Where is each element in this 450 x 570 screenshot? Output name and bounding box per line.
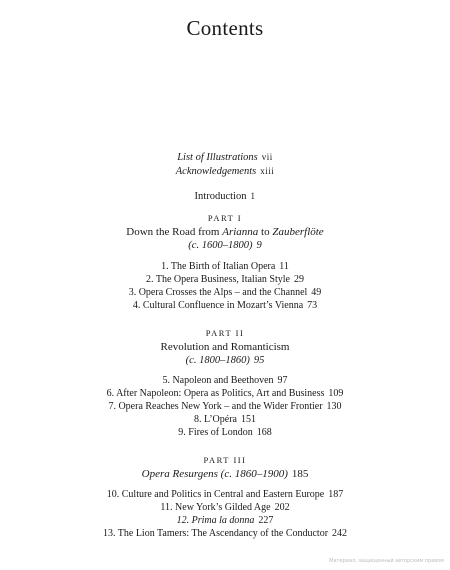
chapter-title: 12. Prima la donna [176, 515, 255, 526]
chapter-title: 3. Opera Crosses the Alps – and the Channel [128, 287, 308, 298]
part-page: 185 [291, 468, 309, 480]
chapter-title: 1. The Birth of Italian Opera [161, 261, 276, 272]
chapter-title: 5. Napoleon and Beethoven [162, 375, 274, 386]
chapter-page: 109 [328, 388, 344, 399]
toc-chapter[interactable] [0, 274, 450, 285]
toc-chapter[interactable] [0, 261, 450, 272]
part-dates-text: (c. 1860–1900) [220, 468, 288, 480]
part-title[interactable]: Revolution and Romanticism [160, 341, 290, 353]
watermark: Материал, защищенный авторским правом [329, 558, 444, 564]
toc-chapter[interactable] [0, 414, 450, 425]
toc-chapter[interactable] [0, 300, 450, 311]
part-title[interactable] [0, 468, 450, 480]
chapter-title: 4. Cultural Confluence in Mozart’s Vienna [132, 300, 304, 311]
chapter-page: 202 [274, 502, 290, 513]
chapter-title: 11. New York’s Gilded Age [160, 502, 271, 513]
chapter-title: 9. Fires of London [178, 427, 253, 438]
part-dates-text: (c. 1800–1860) [185, 355, 250, 366]
part-title[interactable] [0, 226, 450, 238]
chapter-page: 97 [277, 375, 288, 386]
toc-chapter[interactable] [0, 427, 450, 438]
part-title-italic: Opera Resurgens [141, 468, 218, 480]
chapter-title: 6. After Napoleon: Opera as Politics, Art and Business [106, 388, 325, 399]
chapter-page: 29 [293, 274, 304, 285]
chapter-page: 73 [307, 300, 318, 311]
part-dates [0, 240, 450, 251]
toc-chapter[interactable] [0, 388, 450, 399]
toc-entry-label: Acknowledgements [175, 166, 257, 177]
chapter-page: 187 [328, 489, 344, 500]
chapter-title: 13. The Lion Tamers: The Ascendancy of the Conductor [102, 528, 329, 539]
toc-chapter[interactable] [0, 401, 450, 412]
toc-chapter[interactable] [0, 515, 450, 526]
chapter-page: 49 [311, 287, 322, 298]
part-dates-text: (c. 1600–1800) [188, 240, 253, 251]
chapter-page: 168 [256, 427, 272, 438]
toc-entry-acknowledgements[interactable] [0, 166, 450, 177]
part-page: 95 [253, 355, 265, 366]
part-label: PART III [203, 455, 247, 465]
part-title-italic: Arianna [222, 226, 259, 238]
page-title: Contents [186, 16, 264, 40]
toc-entry-label: List of Illustrations [177, 152, 258, 163]
chapter-title: 10. Culture and Politics in Central and Eastern Europe [106, 489, 325, 500]
part-label: PART I [207, 213, 243, 223]
part-title-text: to [258, 226, 273, 238]
toc-chapter[interactable] [0, 489, 450, 500]
chapter-page: 130 [326, 401, 342, 412]
toc-chapter[interactable] [0, 375, 450, 386]
toc-entry-page: vii [261, 152, 273, 162]
part-title-text: Down the Road from [126, 226, 223, 238]
toc-entry-label: Introduction [194, 191, 247, 202]
chapter-title: 7. Opera Reaches New York – and the Wider Frontier [108, 401, 323, 412]
chapter-title: 2. The Opera Business, Italian Style [146, 274, 290, 285]
chapter-page: 227 [258, 515, 274, 526]
toc-entry-page: 1 [250, 191, 256, 201]
part-label: PART II [205, 328, 245, 338]
toc-chapter[interactable] [0, 287, 450, 298]
toc-chapter[interactable] [0, 528, 450, 539]
toc-entry-introduction[interactable] [0, 191, 450, 202]
chapter-page: 242 [332, 528, 348, 539]
chapter-page: 11 [279, 261, 289, 272]
toc-entry-list-of-illustrations[interactable] [0, 152, 450, 163]
part-title-italic: Zauberflöte [272, 226, 324, 238]
part-dates [0, 355, 450, 366]
chapter-title: 8. L’Opéra [194, 414, 237, 425]
toc-chapter[interactable] [0, 502, 450, 513]
chapter-page: 151 [240, 414, 256, 425]
part-page: 9 [256, 240, 262, 251]
toc-entry-page: xiii [260, 166, 275, 176]
